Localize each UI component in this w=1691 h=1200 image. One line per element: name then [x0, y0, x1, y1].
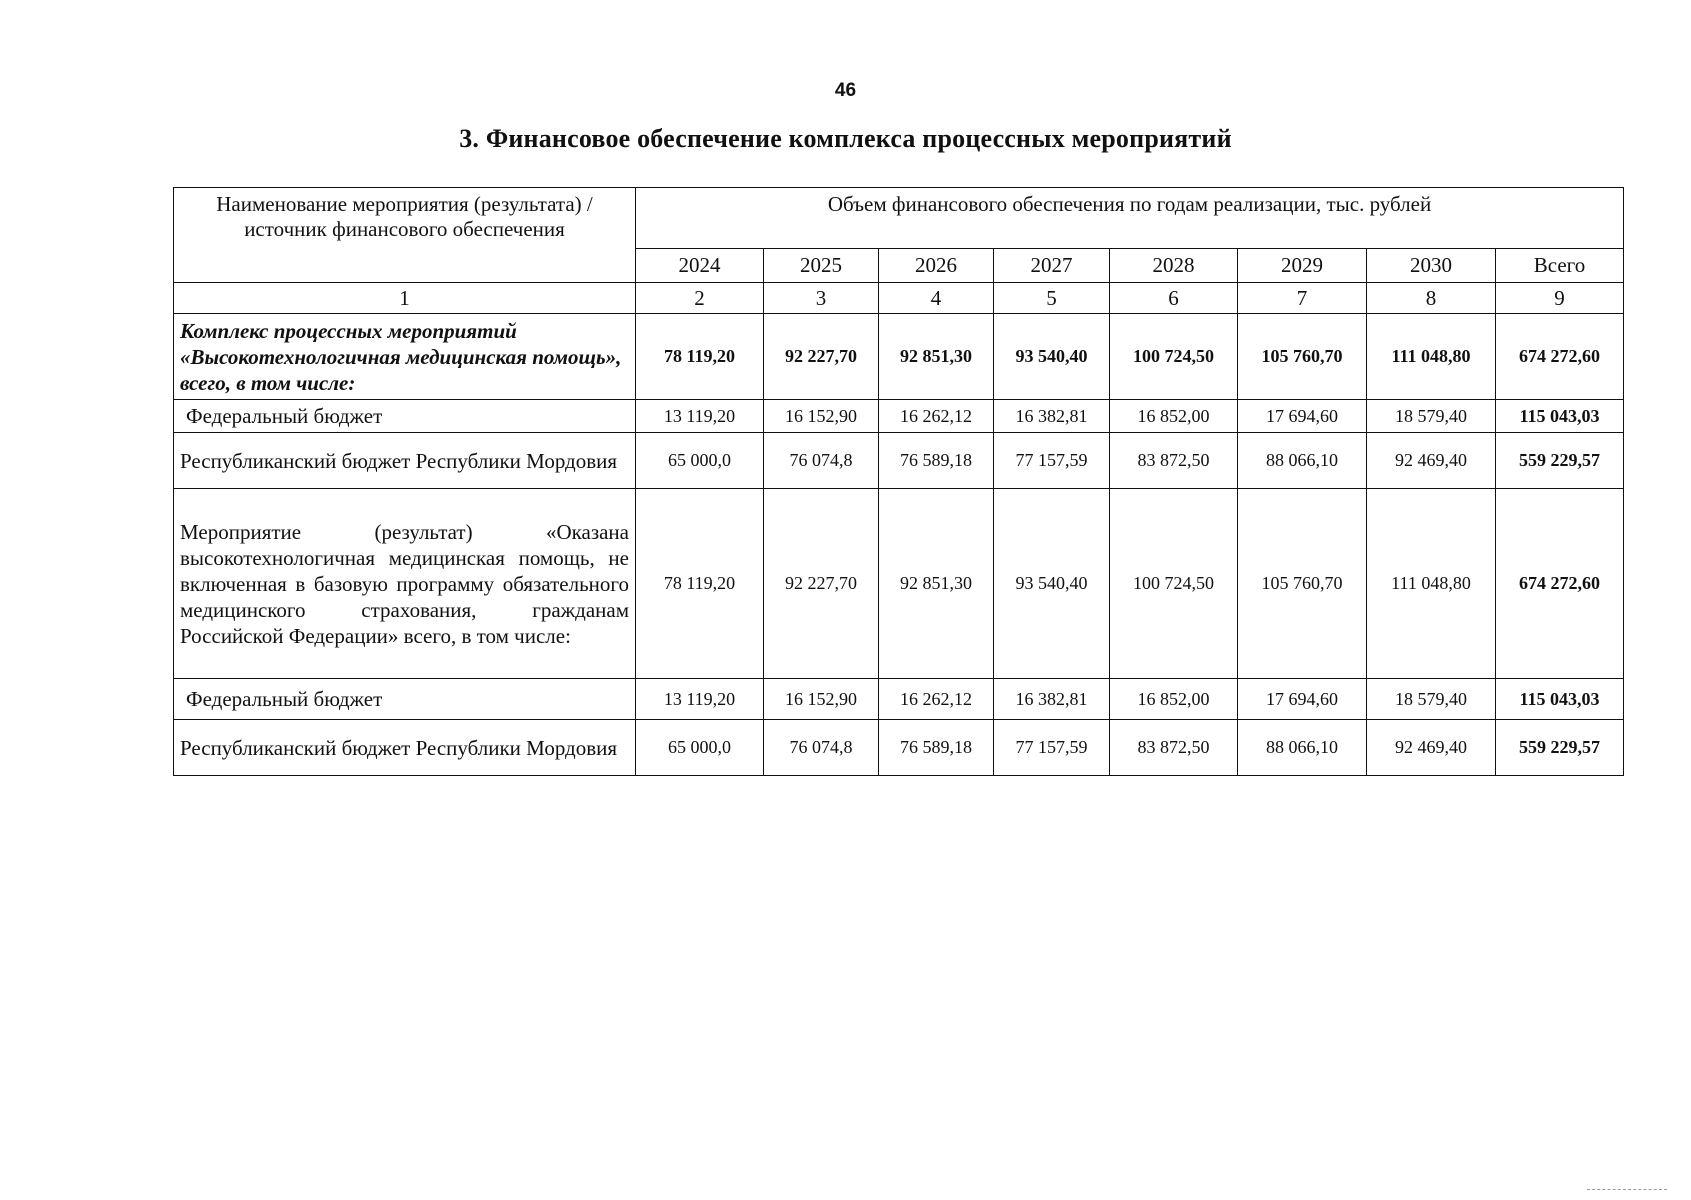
row-value: 16 152,90	[764, 400, 879, 433]
row-value: 16 262,12	[879, 400, 994, 433]
header-name-column: Наименование мероприятия (результата) / источник финансового обеспечения	[174, 188, 636, 283]
row-value: 16 152,90	[764, 679, 879, 720]
row-value: 83 872,50	[1110, 433, 1238, 489]
row-value: 17 694,60	[1238, 400, 1367, 433]
row-name: Комплекс процессных мероприятий «Высокотехнологичная медицинская помощь», всего, в том числе:	[174, 314, 636, 400]
row-value: 17 694,60	[1238, 679, 1367, 720]
row-value: 65 000,0	[636, 720, 764, 776]
row-value: 13 119,20	[636, 400, 764, 433]
row-value: 92 851,30	[879, 314, 994, 400]
row-value: 16 382,81	[994, 400, 1110, 433]
row-total: 115 043,03	[1496, 679, 1624, 720]
row-value: 78 119,20	[636, 489, 764, 679]
scan-artifact	[1587, 1189, 1667, 1192]
column-number: 6	[1110, 283, 1238, 314]
row-value: 92 851,30	[879, 489, 994, 679]
row-value: 78 119,20	[636, 314, 764, 400]
table-row	[174, 433, 1624, 489]
header-row-numbers	[174, 283, 1624, 314]
row-total: 674 272,60	[1496, 314, 1624, 400]
row-value: 100 724,50	[1110, 314, 1238, 400]
header-year: 2027	[994, 249, 1110, 283]
column-number: 8	[1367, 283, 1496, 314]
row-value: 88 066,10	[1238, 720, 1367, 776]
row-total: 115 043,03	[1496, 400, 1624, 433]
page-number: 46	[834, 80, 857, 101]
header-row-top	[174, 188, 1624, 249]
column-number: 4	[879, 283, 994, 314]
row-name: Федеральный бюджет	[174, 400, 636, 433]
row-value: 92 227,70	[764, 489, 879, 679]
column-number: 9	[1496, 283, 1624, 314]
row-name: Республиканский бюджет Республики Мордовия	[174, 433, 636, 489]
row-value: 100 724,50	[1110, 489, 1238, 679]
row-value: 13 119,20	[636, 679, 764, 720]
column-number: 3	[764, 283, 879, 314]
row-name: Мероприятие (результат) «Оказана высокотехнологичная медицинская помощь, не включенная в базовую программу обязательного медицинского страхования, гражданам Российской Федерации» всего, в том числе:	[174, 489, 636, 679]
row-total: 559 229,57	[1496, 433, 1624, 489]
row-value: 18 579,40	[1367, 679, 1496, 720]
row-value: 111 048,80	[1367, 489, 1496, 679]
row-value: 77 157,59	[994, 720, 1110, 776]
row-value: 16 382,81	[994, 679, 1110, 720]
column-number: 5	[994, 283, 1110, 314]
row-value: 76 589,18	[879, 433, 994, 489]
page-title: 3. Финансовое обеспечение комплекса процессных мероприятий	[459, 124, 1232, 153]
financing-table	[173, 187, 1624, 776]
header-year: 2025	[764, 249, 879, 283]
row-value: 105 760,70	[1238, 489, 1367, 679]
header-total: Всего	[1496, 249, 1624, 283]
column-number: 1	[174, 283, 636, 314]
row-value: 65 000,0	[636, 433, 764, 489]
row-value: 92 469,40	[1367, 433, 1496, 489]
header-year: 2030	[1367, 249, 1496, 283]
row-value: 16 852,00	[1110, 400, 1238, 433]
header-volume: Объем финансового обеспечения по годам реализации, тыс. рублей	[636, 188, 1624, 249]
row-name: Федеральный бюджет	[174, 679, 636, 720]
row-total: 559 229,57	[1496, 720, 1624, 776]
row-value: 16 262,12	[879, 679, 994, 720]
header-year: 2029	[1238, 249, 1367, 283]
row-value: 92 227,70	[764, 314, 879, 400]
row-value: 16 852,00	[1110, 679, 1238, 720]
table-row	[174, 400, 1624, 433]
row-value: 93 540,40	[994, 489, 1110, 679]
column-number: 7	[1238, 283, 1367, 314]
header-year: 2028	[1110, 249, 1238, 283]
row-value: 93 540,40	[994, 314, 1110, 400]
row-value: 88 066,10	[1238, 433, 1367, 489]
row-value: 76 589,18	[879, 720, 994, 776]
row-value: 111 048,80	[1367, 314, 1496, 400]
row-value: 105 760,70	[1238, 314, 1367, 400]
header-year: 2024	[636, 249, 764, 283]
table-row	[174, 720, 1624, 776]
row-value: 18 579,40	[1367, 400, 1496, 433]
column-number: 2	[636, 283, 764, 314]
row-value: 92 469,40	[1367, 720, 1496, 776]
row-value: 76 074,8	[764, 720, 879, 776]
row-name: Республиканский бюджет Республики Мордовия	[174, 720, 636, 776]
row-value: 76 074,8	[764, 433, 879, 489]
row-total: 674 272,60	[1496, 489, 1624, 679]
row-value: 77 157,59	[994, 433, 1110, 489]
table-row	[174, 489, 1624, 679]
row-value: 83 872,50	[1110, 720, 1238, 776]
header-year: 2026	[879, 249, 994, 283]
table-row	[174, 314, 1624, 400]
table-row	[174, 679, 1624, 720]
